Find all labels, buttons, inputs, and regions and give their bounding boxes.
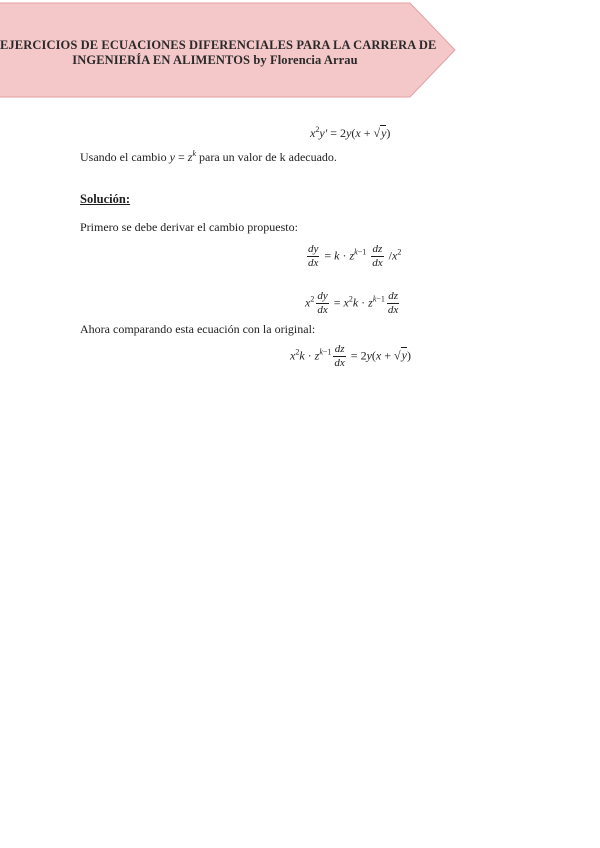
comparison-equation: $x^2k \cdot z^{k-1}$ $\frac{dz}{dx}$ = 2y(x + √y) (290, 343, 411, 369)
fraction-dz-dx-3: $\frac{dz}{dx}$ (334, 343, 345, 369)
document-title-line-2: INGENIERÍA EN ALIMENTOS by Florencia Arrau (72, 53, 358, 67)
step1-text: Primero se debe derivar el cambio propuesto: (80, 220, 298, 234)
original-equation: $x^2y' = 2y(x + √y)$ (310, 125, 391, 140)
solution-heading: Solución: (80, 192, 131, 206)
fraction-dy-dx-2: $\frac{dy}{dx}$ (317, 290, 328, 316)
fraction-dz-dx: $\frac{dz}{dx}$ (372, 243, 383, 269)
fraction-dz-dx-2: $\frac{dz}{dx}$ (387, 290, 399, 316)
fraction-dy-dx: $\frac{dy}{dx}$ (308, 243, 319, 269)
multiplied-equation: $x^2$ $\frac{dy}{dx}$ = $x^2k \cdot z^{k-1}$ $\frac{dz}{dx}$ (305, 290, 399, 316)
derivative-equation: $\frac{dy}{dx}$ = $k \cdot z^{k-1}$ $\frac{dz}{dx}$ $/x^2$ (308, 243, 402, 269)
step2-text: Ahora comparando esta ecuación con la original: (80, 322, 316, 336)
intro-text: Usando el cambio $y = z^k$ para un valor de k adecuado. (80, 149, 337, 164)
document-title-line-1: EJERCICIOS DE ECUACIONES DIFERENCIALES PARA LA CARRERA DE (0, 38, 437, 52)
